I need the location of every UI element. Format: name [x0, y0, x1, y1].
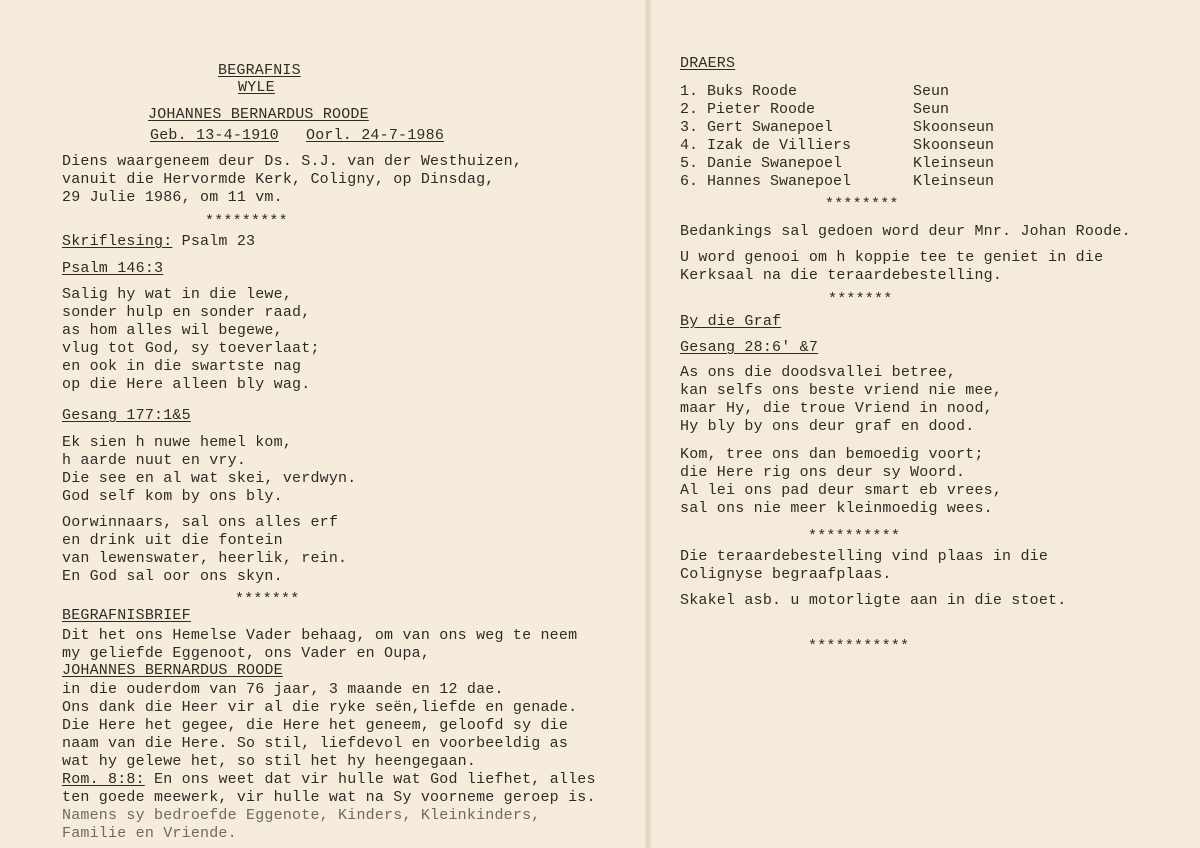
letter-heading: BEGRAFNISBRIEF	[62, 607, 191, 624]
hymn-line: Hy bly by ons deur graf en dood.	[680, 418, 975, 435]
gesang-line: en drink uit die fontein	[62, 532, 283, 549]
service-line: 29 Julie 1986, om 11 vm.	[62, 189, 283, 206]
tea-line: U word genooi om h koppie tee te geniet in die	[680, 249, 1104, 266]
bearer-relation: Seun	[913, 101, 950, 118]
divider-stars: **********	[808, 528, 901, 545]
letter-line: in die ouderdom van 76 jaar, 3 maande en 12 dae.	[62, 681, 504, 698]
divider-stars: ***********	[808, 638, 910, 655]
birth-date: Geb. 13-4-1910	[150, 127, 279, 144]
hymn-line: Al lei ons pad deur smart eb vrees,	[680, 482, 1003, 499]
psalm-line: as hom alles wil begewe,	[62, 322, 283, 339]
graveside-heading: By die Graf	[680, 313, 782, 330]
divider-stars: ********	[825, 196, 899, 213]
gesang-line: En God sal oor ons skyn.	[62, 568, 283, 585]
letter-line: my geliefde Eggenoot, ons Vader en Oupa,	[62, 645, 431, 662]
bearer-relation: Skoonseun	[913, 119, 995, 136]
bearer-relation: Seun	[913, 83, 950, 100]
letter-line: naam van die Here. So stil, liefdevol en voorbeeldig as	[62, 735, 569, 752]
hymn-line: kan selfs ons beste vriend nie mee,	[680, 382, 1003, 399]
bearer-relation: Skoonseun	[913, 137, 995, 154]
hymn-line: maar Hy, die troue Vriend in nood,	[680, 400, 993, 417]
bearer-name: 4. Izak de Villiers	[680, 137, 852, 154]
scripture-reading	[62, 233, 255, 251]
psalm-line: vlug tot God, sy toeverlaat;	[62, 340, 320, 357]
thanks-line: Bedankings sal gedoen word deur Mnr. Johan Roode.	[680, 223, 1131, 240]
psalm-line: sonder hulp en sonder raad,	[62, 304, 311, 321]
title-wyle: WYLE	[238, 79, 275, 96]
psalm-line: op die Here alleen bly wag.	[62, 376, 311, 393]
bearers-heading: DRAERS	[680, 55, 736, 72]
hymn-line: Kom, tree ons dan bemoedig voort;	[680, 446, 984, 463]
hymn-line: die Here rig ons deur sy Woord.	[680, 464, 966, 481]
divider-stars: *********	[205, 213, 288, 230]
letter-line: Ons dank die Heer vir al die ryke seën,liefde en genade.	[62, 699, 578, 716]
psalm-line: Salig hy wat in die lewe,	[62, 286, 293, 303]
bearer-relation: Kleinseun	[913, 173, 995, 190]
bearer-name: 3. Gert Swanepoel	[680, 119, 834, 136]
bearer-name: 2. Pieter Roode	[680, 101, 816, 118]
bearer-name: 1. Buks Roode	[680, 83, 798, 100]
bearer-name: 6. Hannes Swanepoel	[680, 173, 852, 190]
closing-line: Namens sy bedroefde Eggenote, Kinders, Kleinkinders,	[62, 807, 541, 824]
scripture-label: Skriflesing:	[62, 233, 173, 250]
gesang-line: Ek sien h nuwe hemel kom,	[62, 434, 293, 451]
bearer-relation: Kleinseun	[913, 155, 995, 172]
gesang-line: van lewenswater, heerlik, rein.	[62, 550, 348, 567]
tea-line: Kerksaal na die teraardebestelling.	[680, 267, 1003, 284]
romans-label: Rom. 8:8:	[62, 771, 145, 788]
lights-line: Skakel asb. u motorligte aan in die stoet.	[680, 592, 1067, 609]
closing-line: Familie en Vriende.	[62, 825, 237, 842]
gesang-heading: Gesang 177:1&5	[62, 407, 191, 424]
letter-name: JOHANNES BERNARDUS ROODE	[62, 662, 283, 679]
gesang-line: h aarde nuut en vry.	[62, 452, 247, 469]
divider-stars: *******	[828, 291, 893, 308]
service-line: vanuit die Hervormde Kerk, Coligny, op Dinsdag,	[62, 171, 495, 188]
page-fold	[644, 0, 652, 848]
burial-line: Colignyse begraafplaas.	[680, 566, 892, 583]
bearer-name: 5. Danie Swanepoel	[680, 155, 843, 172]
letter-line: Die Here het gegee, die Here het geneem, geloofd sy die	[62, 717, 569, 734]
letter-line: Dit het ons Hemelse Vader behaag, om van ons weg te neem	[62, 627, 578, 644]
romans-text: En ons weet dat vir hulle wat God liefhet, alles	[144, 771, 596, 788]
gesang-line: Oorwinnaars, sal ons alles erf	[62, 514, 339, 531]
scripture-value: Psalm 23	[172, 233, 256, 250]
romans-line	[62, 771, 596, 789]
hymn-line: As ons die doodsvallei betree,	[680, 364, 957, 381]
hymn-line: sal ons nie meer kleinmoedig wees.	[680, 500, 993, 517]
psalm-line: en ook in die swartste nag	[62, 358, 302, 375]
romans-line: ten goede meewerk, vir hulle wat na Sy voorneme geroep is.	[62, 789, 596, 806]
title-begrafnis: BEGRAFNIS	[218, 62, 301, 79]
burial-line: Die teraardebestelling vind plaas in die	[680, 548, 1049, 565]
psalm-heading: Psalm 146:3	[62, 260, 164, 277]
service-line: Diens waargeneem deur Ds. S.J. van der Westhuizen,	[62, 153, 523, 170]
gesang-line: God self kom by ons bly.	[62, 488, 283, 505]
gesang-line: Die see en al wat skei, verdwyn.	[62, 470, 357, 487]
divider-stars: *******	[235, 591, 300, 608]
letter-line: wat hy gelewe het, so stil het hy heengegaan.	[62, 753, 477, 770]
graveside-gesang-heading: Gesang 28:6' &7	[680, 339, 819, 356]
deceased-name: JOHANNES BERNARDUS ROODE	[148, 106, 369, 123]
death-date: Oorl. 24-7-1986	[306, 127, 445, 144]
